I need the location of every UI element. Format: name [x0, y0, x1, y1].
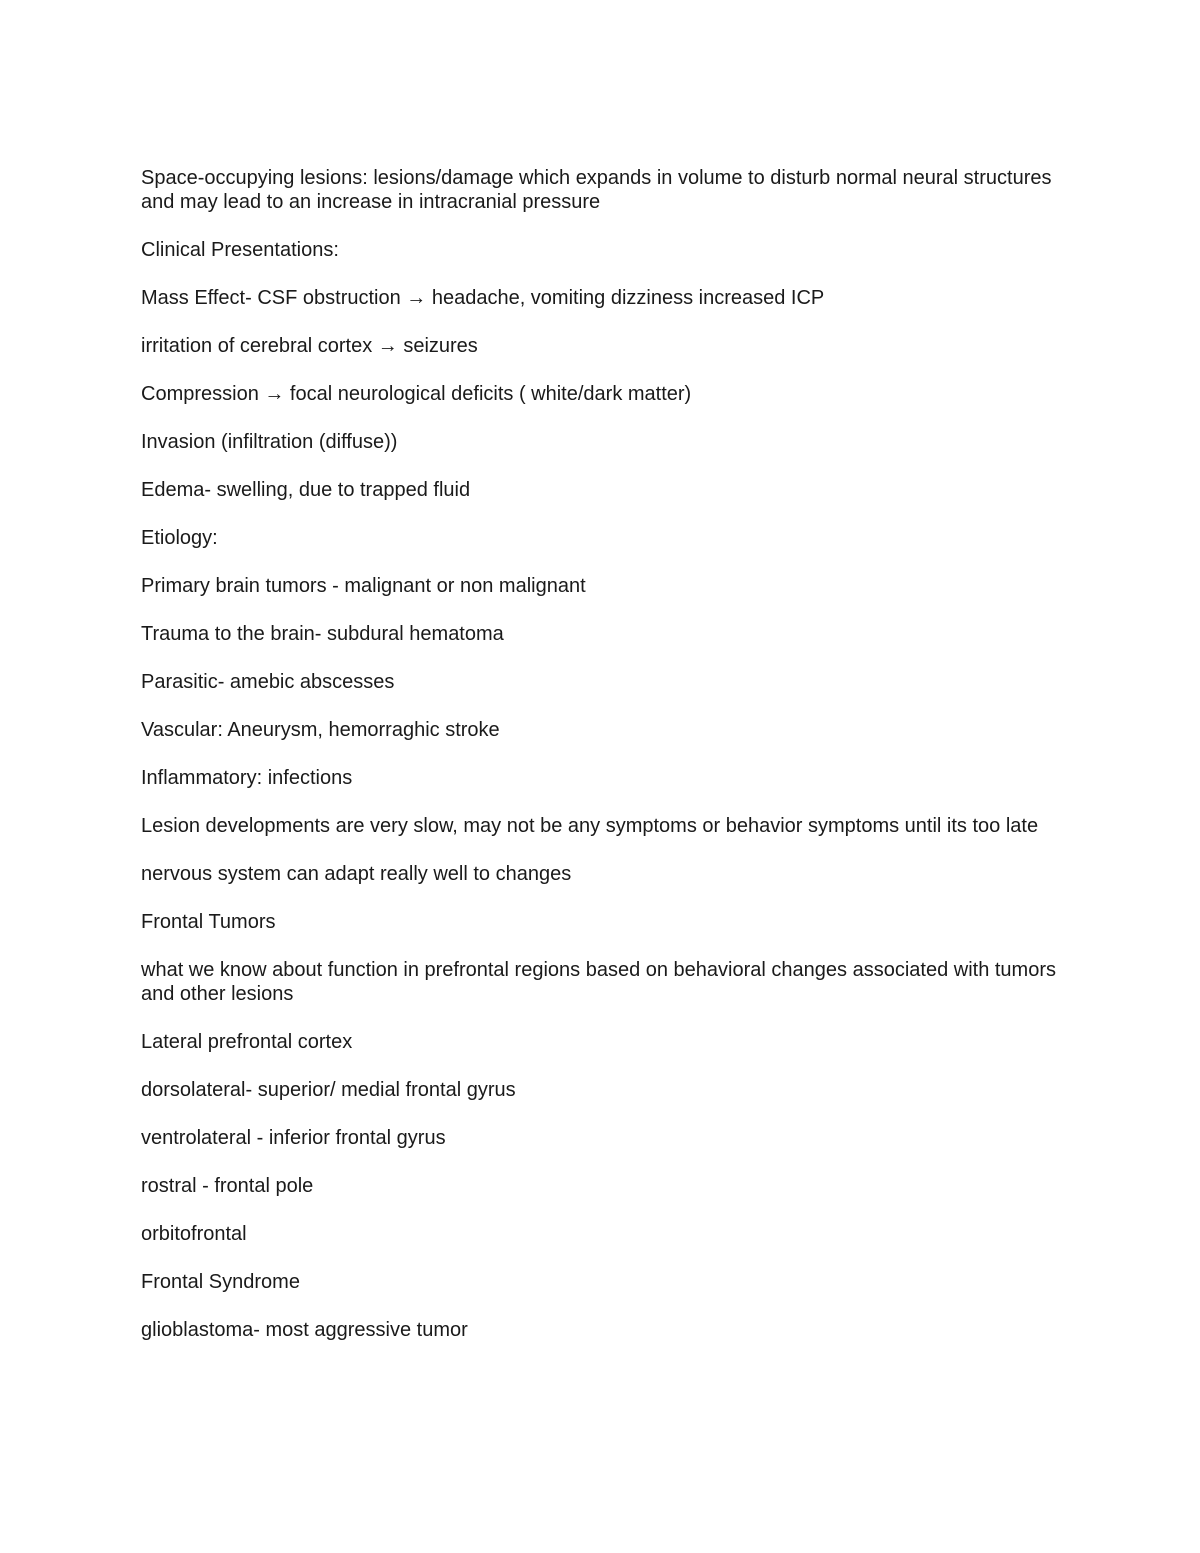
heading-frontal-syndrome: Frontal Syndrome [141, 1271, 300, 1293]
paragraph-space-occupying-lesions: Space-occupying lesions: lesions/damage which expands in volume to disturb normal neural structures and may lead to an increase in intracranial pressure [141, 167, 1052, 213]
paragraph-compression: Compression → focal neurological deficits ( white/dark matter) [141, 383, 692, 405]
document-body [141, 166, 1071, 1366]
paragraph-parasitic: Parasitic- amebic abscesses [141, 671, 395, 693]
heading-clinical-presentations: Clinical Presentations: [141, 239, 339, 261]
heading-frontal-tumors: Frontal Tumors [141, 911, 276, 933]
paragraph-ventrolateral: ventrolateral - inferior frontal gyrus [141, 1127, 446, 1149]
heading-lateral-prefrontal-cortex: Lateral prefrontal cortex [141, 1031, 353, 1053]
paragraph-mass-effect: Mass Effect- CSF obstruction → headache, vomiting dizziness increased ICP [141, 287, 825, 309]
heading-etiology: Etiology: [141, 527, 218, 549]
paragraph-orbitofrontal: orbitofrontal [141, 1223, 247, 1245]
paragraph-irritation: irritation of cerebral cortex → seizures [141, 335, 478, 357]
paragraph-lesion-developments: Lesion developments are very slow, may not be any symptoms or behavior symptoms until its too late [141, 815, 1039, 837]
paragraph-invasion: Invasion (infiltration (diffuse)) [141, 431, 398, 453]
paragraph-inflammatory: Inflammatory: infections [141, 767, 353, 789]
paragraph-nervous-system: nervous system can adapt really well to changes [141, 863, 572, 885]
paragraph-prefrontal-function: what we know about function in prefrontal regions based on behavioral changes associated with tumors and other lesions [141, 959, 1056, 1005]
paragraph-rostral: rostral - frontal pole [141, 1175, 314, 1197]
paragraph-dorsolateral: dorsolateral- superior/ medial frontal gyrus [141, 1079, 516, 1101]
paragraph-primary-tumors: Primary brain tumors - malignant or non malignant [141, 575, 586, 597]
paragraph-vascular: Vascular: Aneurysm, hemorraghic stroke [141, 719, 500, 741]
paragraph-edema: Edema- swelling, due to trapped fluid [141, 479, 471, 501]
paragraph-trauma: Trauma to the brain- subdural hematoma [141, 623, 504, 645]
paragraph-glioblastoma: glioblastoma- most aggressive tumor [141, 1319, 468, 1341]
